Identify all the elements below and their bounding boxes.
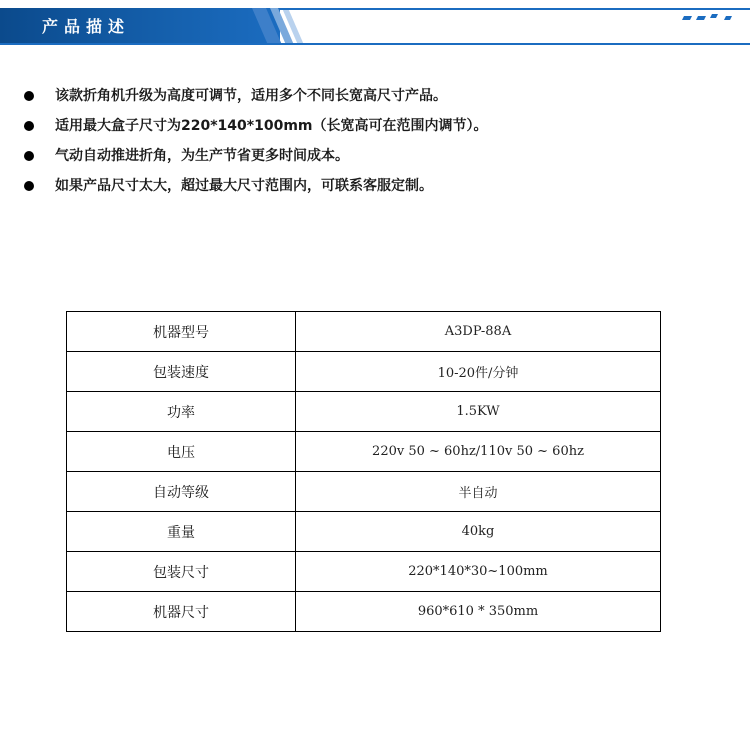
spec-value: 1.5KW — [296, 392, 661, 432]
bullet-dot-icon — [24, 151, 34, 161]
spec-label: 机器型号 — [67, 312, 296, 352]
bullet-dot-icon — [24, 181, 34, 191]
spec-value: 10-20件/分钟 — [296, 352, 661, 392]
section-header — [0, 8, 750, 45]
bullet-dot-icon — [24, 91, 34, 101]
header-top-line — [280, 8, 750, 10]
spec-label: 自动等级 — [67, 472, 296, 512]
spec-value: 40kg — [296, 512, 661, 552]
spec-value: 960*610 * 350mm — [296, 592, 661, 632]
spec-value: 220*140*30~100mm — [296, 552, 661, 592]
spec-label: 重量 — [67, 512, 296, 552]
table-row — [67, 552, 661, 592]
spec-label: 机器尺寸 — [67, 592, 296, 632]
feature-text: 气动自动推进折角，为生产节省更多时间成本。 — [55, 148, 349, 164]
table-row — [67, 352, 661, 392]
table-row — [67, 512, 661, 552]
spec-value: 半自动 — [296, 472, 661, 512]
table-row — [67, 472, 661, 512]
table-row — [67, 432, 661, 472]
section-title: 产品描述 — [42, 17, 131, 36]
spec-label: 包装速度 — [67, 352, 296, 392]
feature-item — [24, 86, 724, 116]
feature-text: 该款折角机升级为高度可调节，适用多个不同长宽高尺寸产品。 — [55, 88, 447, 104]
header-stripes-decoration — [252, 8, 312, 45]
feature-list — [24, 86, 724, 206]
spec-value: A3DP-88A — [296, 312, 661, 352]
spec-label: 功率 — [67, 392, 296, 432]
table-row — [67, 312, 661, 352]
spec-value: 220v 50 ~ 60hz/110v 50 ~ 60hz — [296, 432, 661, 472]
header-dots-decoration — [682, 12, 742, 24]
feature-text: 如果产品尺寸太大，超过最大尺寸范围内，可联系客服定制。 — [55, 178, 433, 194]
feature-item — [24, 176, 724, 206]
feature-text: 适用最大盒子尺寸为220*140*100mm（长宽高可在范围内调节）。 — [55, 118, 488, 134]
bullet-dot-icon — [24, 121, 34, 131]
spec-label: 电压 — [67, 432, 296, 472]
feature-item — [24, 146, 724, 176]
spec-table — [66, 311, 661, 632]
table-row — [67, 592, 661, 632]
feature-item — [24, 116, 724, 146]
table-row — [67, 392, 661, 432]
spec-label: 包装尺寸 — [67, 552, 296, 592]
